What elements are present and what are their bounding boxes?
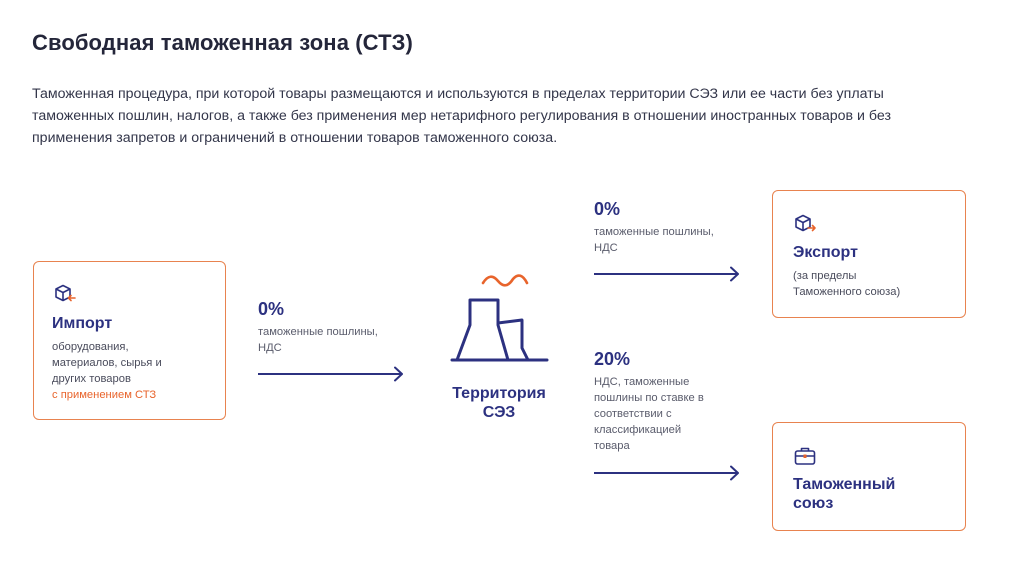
- box-arrow-in-icon: [52, 282, 76, 306]
- export-title: Экспорт: [793, 244, 858, 261]
- export-arrow: [594, 266, 744, 282]
- import-arrow: [258, 366, 408, 382]
- page-description: Таможенная процедура, при которой товары размещаются и используются в пределах территории СЭЗ или ее части без уплаты таможенных пошлин, налогов, а также без применения мер нетарифного регулирования в отношении иностранных товаров и без применения запретов и ограничений в отношении товаров таможенного союза.: [32, 86, 891, 146]
- import-line: оборудования,: [52, 341, 129, 353]
- union-note-line: классификацией: [594, 424, 682, 436]
- customs-union-title: [793, 475, 895, 513]
- import-line: других товаров: [52, 373, 131, 385]
- import-note-line: таможенные пошлины,: [258, 326, 378, 338]
- import-rate: 0%: [258, 299, 285, 319]
- union-note-line: товара: [594, 440, 630, 452]
- union-rate-note: [594, 374, 704, 454]
- factory-icon: [450, 270, 550, 365]
- briefcase-icon: [793, 444, 817, 468]
- import-description: [52, 339, 162, 403]
- export-note-line: таможенные пошлины,: [594, 226, 714, 238]
- import-accent-line: с применением СТЗ: [52, 389, 157, 401]
- customs-union-title-line: Таможенный: [793, 476, 896, 493]
- union-rate: 20%: [594, 349, 631, 369]
- sez-label-line: Территория: [452, 385, 546, 402]
- import-card: [33, 261, 226, 420]
- export-line: (за пределы: [793, 270, 857, 282]
- export-rate-note: [594, 224, 714, 256]
- export-description: [793, 268, 900, 300]
- import-line: материалов, сырья и: [52, 357, 162, 369]
- page-title: Свободная таможенная зона (СТЗ): [32, 30, 413, 55]
- box-arrow-out-icon: [793, 212, 817, 236]
- import-rate-note: [258, 324, 378, 356]
- import-note-line: НДС: [258, 342, 282, 354]
- union-note-line: НДС, таможенные: [594, 376, 690, 388]
- union-note-line: соответствии с: [594, 408, 672, 420]
- export-rate: 0%: [594, 199, 621, 219]
- export-line: Таможенного союза): [793, 286, 901, 298]
- sez-label: [440, 384, 558, 422]
- customs-union-card: [772, 422, 966, 531]
- sez-label-line: СЭЗ: [482, 404, 516, 421]
- union-note-line: пошлины по ставке в: [594, 392, 704, 404]
- export-note-line: НДС: [594, 242, 618, 254]
- union-arrow: [594, 465, 744, 481]
- export-card: [772, 190, 966, 318]
- customs-union-title-line: союз: [793, 495, 834, 512]
- import-title: Импорт: [52, 315, 113, 332]
